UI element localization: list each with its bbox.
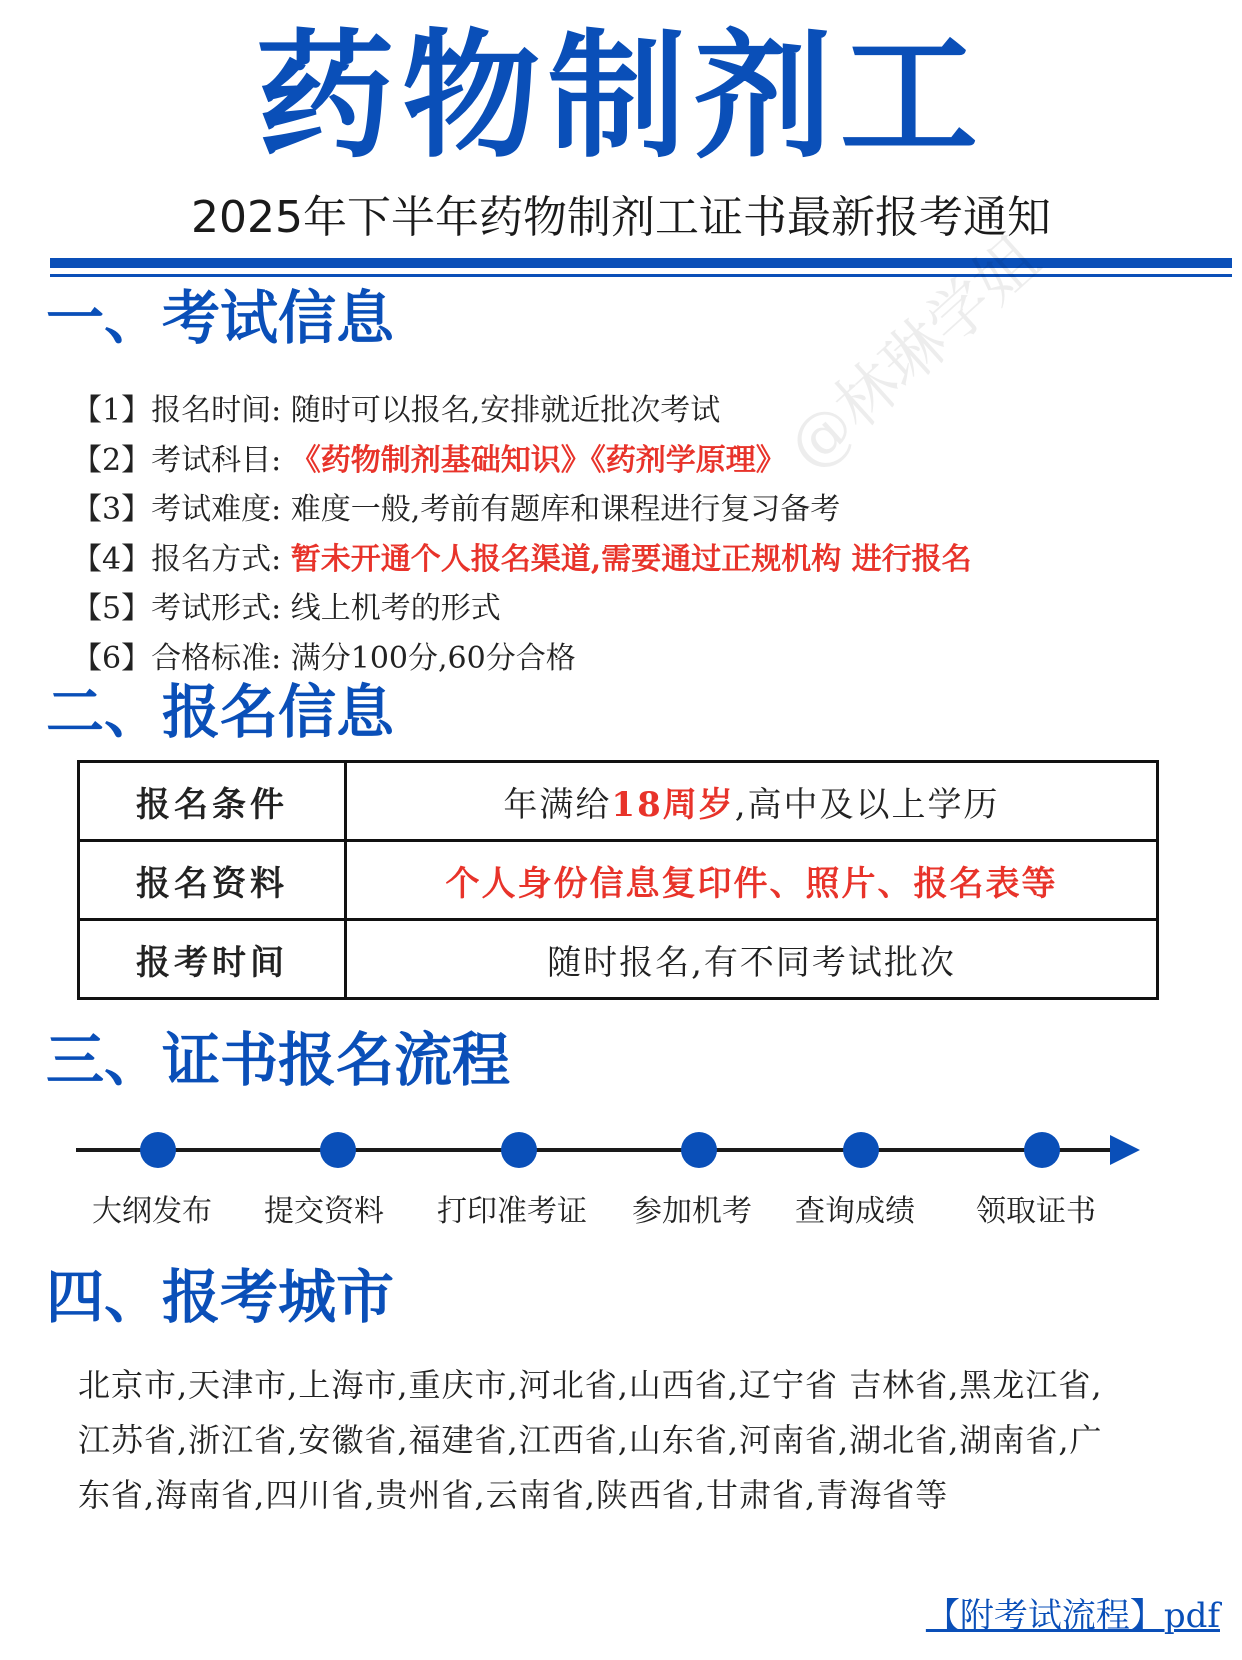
timeline-line — [76, 1148, 1116, 1152]
item-index: 【4】 — [72, 541, 152, 577]
process-timeline — [76, 1130, 1146, 1240]
watermark: @林琳学姐 — [773, 222, 1053, 484]
table-value-cell — [346, 762, 1158, 841]
page-title: 药物制剂工 — [255, 16, 986, 177]
timeline-arrow-icon — [1110, 1135, 1140, 1165]
item-key: 考试形式: — [151, 591, 282, 626]
cities-paragraph: 北京市,天津市,上海市,重庆市,河北省,山西省,辽宁省 吉林省,黑龙江省,江苏省,浙江省,安徽省,福建省,江西省,山东省,河南省,湖北省,湖南省,广东省,海南省,四川省,贵州省,云南省,陕西省,甘肃省,青海省等 — [78, 1366, 1103, 1514]
value-highlight: 个人身份信息复印件、照片、报名表等 — [445, 863, 1058, 904]
table-value-cell — [346, 920, 1158, 999]
header-divider-thick — [50, 258, 1232, 268]
item-value-highlight: 《药物制剂基础知识》《药剂学原理》 — [290, 442, 786, 478]
timeline-step-label: 参加机考 — [632, 1194, 752, 1229]
exam-info-item — [72, 535, 972, 585]
table-value-cell — [346, 841, 1158, 920]
timeline-dot — [140, 1132, 176, 1168]
timeline-dot — [320, 1132, 356, 1168]
section-heading-exam-info: 一、考试信息 — [46, 284, 395, 352]
timeline-step-label: 领取证书 — [976, 1194, 1096, 1229]
item-key: 报名方式: — [151, 541, 282, 577]
item-value: 满分100分,60分合格 — [290, 640, 576, 676]
item-index: 【5】 — [72, 591, 152, 626]
table-key-cell: 报名资料 — [79, 841, 346, 920]
page-subtitle: 2025年下半年药物制剂工证书最新报考通知 — [191, 192, 1051, 243]
table-row — [79, 762, 1158, 841]
timeline-dot — [681, 1132, 717, 1168]
section-heading-cities: 四、报考城市 — [46, 1263, 395, 1331]
timeline-step-label: 查询成绩 — [795, 1194, 915, 1229]
item-index: 【1】 — [72, 393, 152, 428]
item-value: 难度一般,考前有题库和课程进行复习备考 — [290, 492, 841, 527]
exam-info-item — [72, 634, 972, 684]
item-key: 考试科目: — [151, 442, 282, 478]
item-index: 【3】 — [72, 492, 152, 527]
header-divider-thin — [50, 274, 1232, 277]
registration-table — [77, 760, 1159, 1000]
exam-info-list — [72, 386, 972, 683]
value-text: ,高中及以上学历 — [734, 784, 1000, 825]
timeline-step-label: 大纲发布 — [92, 1194, 212, 1229]
item-index: 【2】 — [72, 442, 152, 478]
value-highlight: 18周岁 — [611, 784, 735, 825]
section-heading-registration-info: 二、报名信息 — [46, 678, 395, 746]
item-value-highlight: 暂未开通个人报名渠道,需要通过正规机构 进行报名 — [290, 541, 972, 577]
item-value: 线上机考的形式 — [290, 591, 501, 626]
section-heading-process: 三、证书报名流程 — [46, 1026, 511, 1094]
item-key: 考试难度: — [151, 492, 282, 527]
exam-info-item — [72, 436, 972, 486]
exam-info-item — [72, 386, 972, 436]
table-row — [79, 841, 1158, 920]
table-row — [79, 920, 1158, 999]
exam-info-item — [72, 485, 972, 535]
exam-process-pdf-link[interactable]: 【附考试流程】pdf — [925, 1596, 1220, 1636]
item-value: 随时可以报名,安排就近批次考试 — [290, 393, 721, 428]
item-index: 【6】 — [72, 640, 152, 676]
item-key: 报名时间: — [151, 393, 282, 428]
item-key: 合格标准: — [151, 640, 282, 676]
timeline-dot — [501, 1132, 537, 1168]
timeline-step-label: 打印准考证 — [437, 1194, 587, 1229]
timeline-dot — [843, 1132, 879, 1168]
table-key-cell: 报名条件 — [79, 762, 346, 841]
timeline-dot — [1024, 1132, 1060, 1168]
value-text: 随时报名,有不同考试批次 — [547, 942, 956, 983]
value-text: 年满给 — [503, 784, 612, 825]
table-key-cell: 报考时间 — [79, 920, 346, 999]
timeline-step-label: 提交资料 — [264, 1194, 384, 1229]
exam-info-item — [72, 584, 972, 634]
